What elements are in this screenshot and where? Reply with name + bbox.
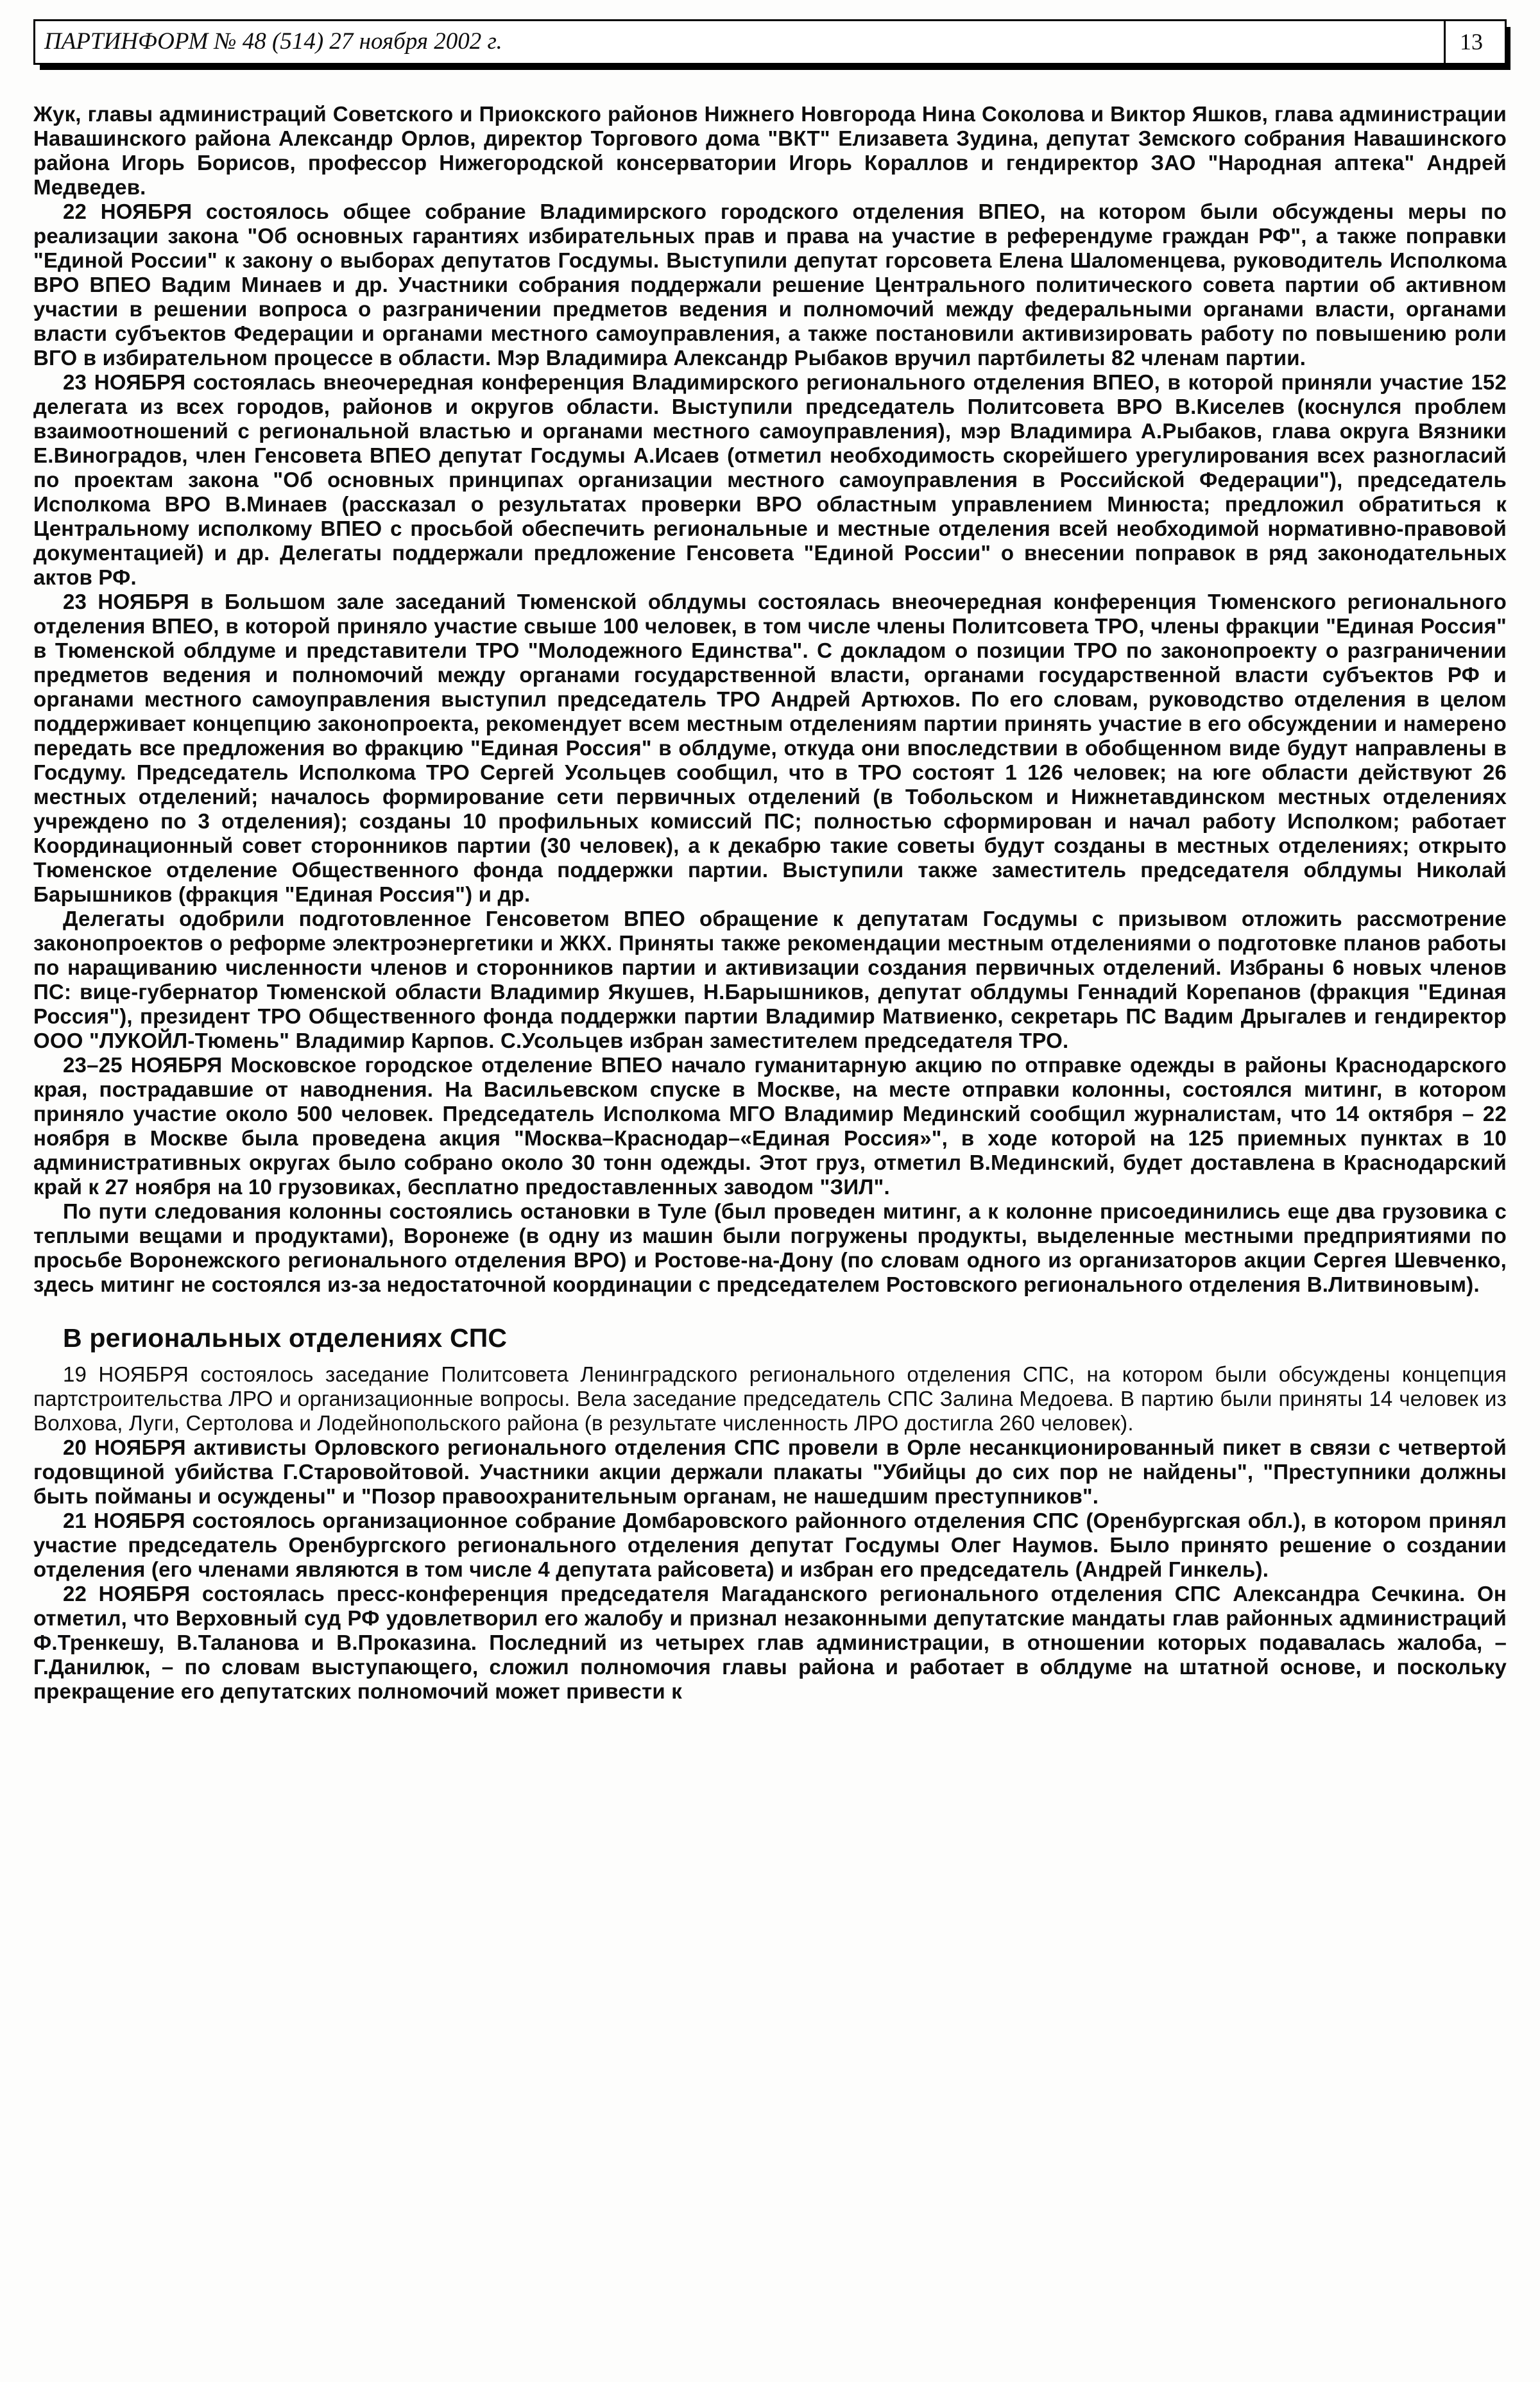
paragraph-23-25-nov-moscow-action: 23–25 НОЯБРЯ Московское городское отделение ВПЕО начало гуманитарную акцию по отправке одежды в районы Краснодарского края, пострадавшие от наводнения. На Васильевском спуске в Москве, на месте отправки колонны, состоялся митинг, в котором приняло участие около 500 человек. Председатель Исполкома МГО Владимир Мединский сообщил журналистам, что 14 октября – 22 ноября в Москве была проведена акция "Москва–Краснодар–«Единая Россия»", в ходе которой на 125 приемных пунктах в 10 административных округах было собрано около 30 тонн одежды. Этот груз, отметил В.Мединский, будет доставлена в Краснодарский край к 27 ноября на 10 грузовиках, бесплатно предоставленных заводом "ЗИЛ". [33,1053,1507,1199]
newsletter-title: ПАРТИНФОРМ № 48 (514) 27 ноября 2002 г. [44,28,502,55]
paragraph-delegates-resolutions: Делегаты одобрили подготовленное Генсоветом ВПЕО обращение к депутатам Госдумы с призывом отложить рассмотрение законопроектов о реформе электроэнергетики и ЖКХ. Приняты также рекомендации местным отделениями о подготовке планов работы по наращиванию численности членов и сторонников партии и активизации создания первичных отделений. Избраны 6 новых членов ПС: вице-губернатор Тюменской области Владимир Якушев, Н.Барышников, депутат облдумы Геннадий Корепанов (фракция "Единая Россия"), президент ТРО Общественного фонда поддержки партии Владимир Матвиенко, секретарь ПС Вадим Дрыгалев и гендиректор ООО "ЛУКОЙЛ-Тюмень" Владимир Карпов. С.Усольцев избран заместителем председателя ТРО. [33,907,1507,1052]
article-body [33,102,1507,1704]
paragraph-19-nov-leningrad-sps: 19 НОЯБРЯ состоялось заседание Политсовета Ленинградского регионального отделения СПС, на котором были обсуждены концепция партстроительства ЛРО и организационные вопросы. Вела заседание председатель СПС Залина Медоева. В партию были приняты 14 человек из Волхова, Луги, Сертолова и Лодейнопольского района (в результате численность ЛРО достигла 260 человек). [33,1362,1507,1435]
paragraph-22-nov-vladimir: 22 НОЯБРЯ состоялось общее собрание Владимирского городского отделения ВПЕО, на котором были обсуждены меры по реализации закона "Об основных гарантиях избирательных прав и права на участие в референдуме граждан РФ", а также поправки "Единой России" к закону о выборах депутатов Госдумы. Выступили депутат горсовета Елена Шаломенцева, руководитель Исполкома ВРО ВПЕО Вадим Минаев и др. Участники собрания поддержали решение Центрального политического совета партии об активном участии в решении вопроса о разграничении предметов ведения и полномочий между федеральными органами власти, органами власти субъектов Федерации и органами местного самоуправления, а также постановили активизировать работу по повышению роли ВГО в избирательном процессе в области. Мэр Владимира Александр Рыбаков вручил партбилеты 82 членам партии. [33,200,1507,370]
paragraph-23-nov-vladimir-conference: 23 НОЯБРЯ состоялась внеочередная конференция Владимирского регионального отделения ВПЕО, в которой приняли участие 152 делегата из всех городов, районов и округов области. Выступили председатель Политсовета ВРО В.Киселев (коснулся проблем взаимоотношений с региональной властью и органами местного самоуправления), мэр Владимира А.Рыбаков, глава округа Вязники Е.Виноградов, член Генсовета ВПЕО депутат Госдумы А.Исаев (отметил необходимость скорейшего урегулирования всех разногласий по проектам закона "Об основных принципах организации местного самоуправления в Российской Федерации"), председатель Исполкома ВРО В.Минаев (рассказал о результатах проверки ВРО областным управлением Минюста; предложил обратиться к Центральному исполкому ВПЕО с просьбой обеспечить региональные и местные отделения всей необходимой нормативно-правовой документацией) и др. Делегаты поддержали предложение Генсовета "Единой России" о внесении поправок в ряд законодательных актов РФ. [33,370,1507,589]
page-header [33,19,1507,65]
paragraph-continuation: Жук, главы администраций Советского и Приокского районов Нижнего Новгорода Нина Соколова и Виктор Яшков, глава администрации Навашинского района Александр Орлов, директор Торгового дома "ВКТ" Елизавета Зудина, депутат Земского собрания Навашинского района Игорь Борисов, профессор Нижегородской консерватории Игорь Кораллов и гендиректор ЗАО "Народная аптека" Андрей Медведев. [33,102,1507,199]
paragraph-23-nov-tyumen-conference: 23 НОЯБРЯ в Большом зале заседаний Тюменской облдумы состоялась внеочередная конференция Тюменского регионального отделения ВПЕО, в которой приняло участие свыше 100 человек, в том числе члены Политсовета ТРО, члены фракции "Единая Россия" в Тюменской облдуме и представители ТРО "Молодежного Единства". С докладом о позиции ТРО по законопроекту о разграничении предметов ведения и полномочий между органами государственной власти, органами государственной власти субъектов РФ и органами местного самоуправления выступил председатель ТРО Андрей Артюхов. По его словам, руководство отделения в целом поддерживает концепцию законопроекта, рекомендует всем местным отделениям партии принять участие в его обсуждении и намерено передать все предложения во фракцию "Единая Россия" в облдуме, откуда они впоследствии в обобщенном виде будут направлены в Госдуму. Председатель Исполкома ТРО Сергей Усольцев сообщил, что в ТРО состоят 1 126 человек; на юге области действуют 26 местных отделений; началось формирование сети первичных отделений (в Тобольском и Нижнетавдинском местных отделениях учреждено по 3 отделения); созданы 10 профильных комиссий ПС; полностью сформирован и начал работу Исполком; работает Координационный совет сторонников партии (30 человек), а к декабрю такие советы будут созданы в местных отделениях; открыто Тюменское отделение Общественного фонда поддержки партии. Выступили также заместитель председателя облдумы Николай Барышников (фракция "Единая Россия") и др. [33,590,1507,906]
paragraph-22-nov-magadan-press-conference: 22 НОЯБРЯ состоялась пресс-конференция председателя Магаданского регионального отделения СПС Александра Сечкина. Он отметил, что Верховный суд РФ удовлетворил его жалобу и признал незаконными депутатские мандаты глав районных администраций Ф.Тренкешу, В.Таланова и В.Проказина. Последний из четырех глав администрации, в отношении которых подавалась жалоба, – Г.Данилюк, – по словам выступающего, сложил полномочия главы района и работает в облдуме на штатной основе, и поскольку прекращение его депутатских полномочий может привести к [33,1582,1507,1703]
paragraph-20-nov-orel-picket: 20 НОЯБРЯ активисты Орловского регионального отделения СПС провели в Орле несанкционированный пикет в связи с четвертой годовщиной убийства Г.Старовойтовой. Участники акции держали плакаты "Убийцы до сих пор не найдены", "Преступники должны быть пойманы и осуждены" и "Позор правоохранительным органам, не нашедшим преступников". [33,1435,1507,1508]
paragraph-convoy-route: По пути следования колонны состоялись остановки в Туле (был проведен митинг, а к колонне присоединились еще два грузовика с теплыми вещами и продуктами), Воронеже (в одну из машин были погружены продукты, выделенные местными предприятиями по просьбе Воронежского регионального отделения ВРО) и Ростове-на-Дону (по словам одного из организаторов акции Сергея Шевченко, здесь митинг не состоялся из-за недостаточной координации с председателем Ростовского регионального отделения В.Литвиновым). [33,1199,1507,1296]
paragraph-21-nov-dombarovsky: 21 НОЯБРЯ состоялось организационное собрание Домбаровского районного отделения СПС (Оренбургская обл.), в котором принял участие председатель Оренбургского регионального отделения депутат Госдумы Олег Наумов. Было принято решение о создании отделения (его членами являются в том числе 4 депутата райсовета) и избран его председатель (Андрей Гинкель). [33,1509,1507,1581]
section-heading-sps-regional: В региональных отделениях СПС [63,1323,508,1353]
page-number: 13 [1444,21,1505,63]
